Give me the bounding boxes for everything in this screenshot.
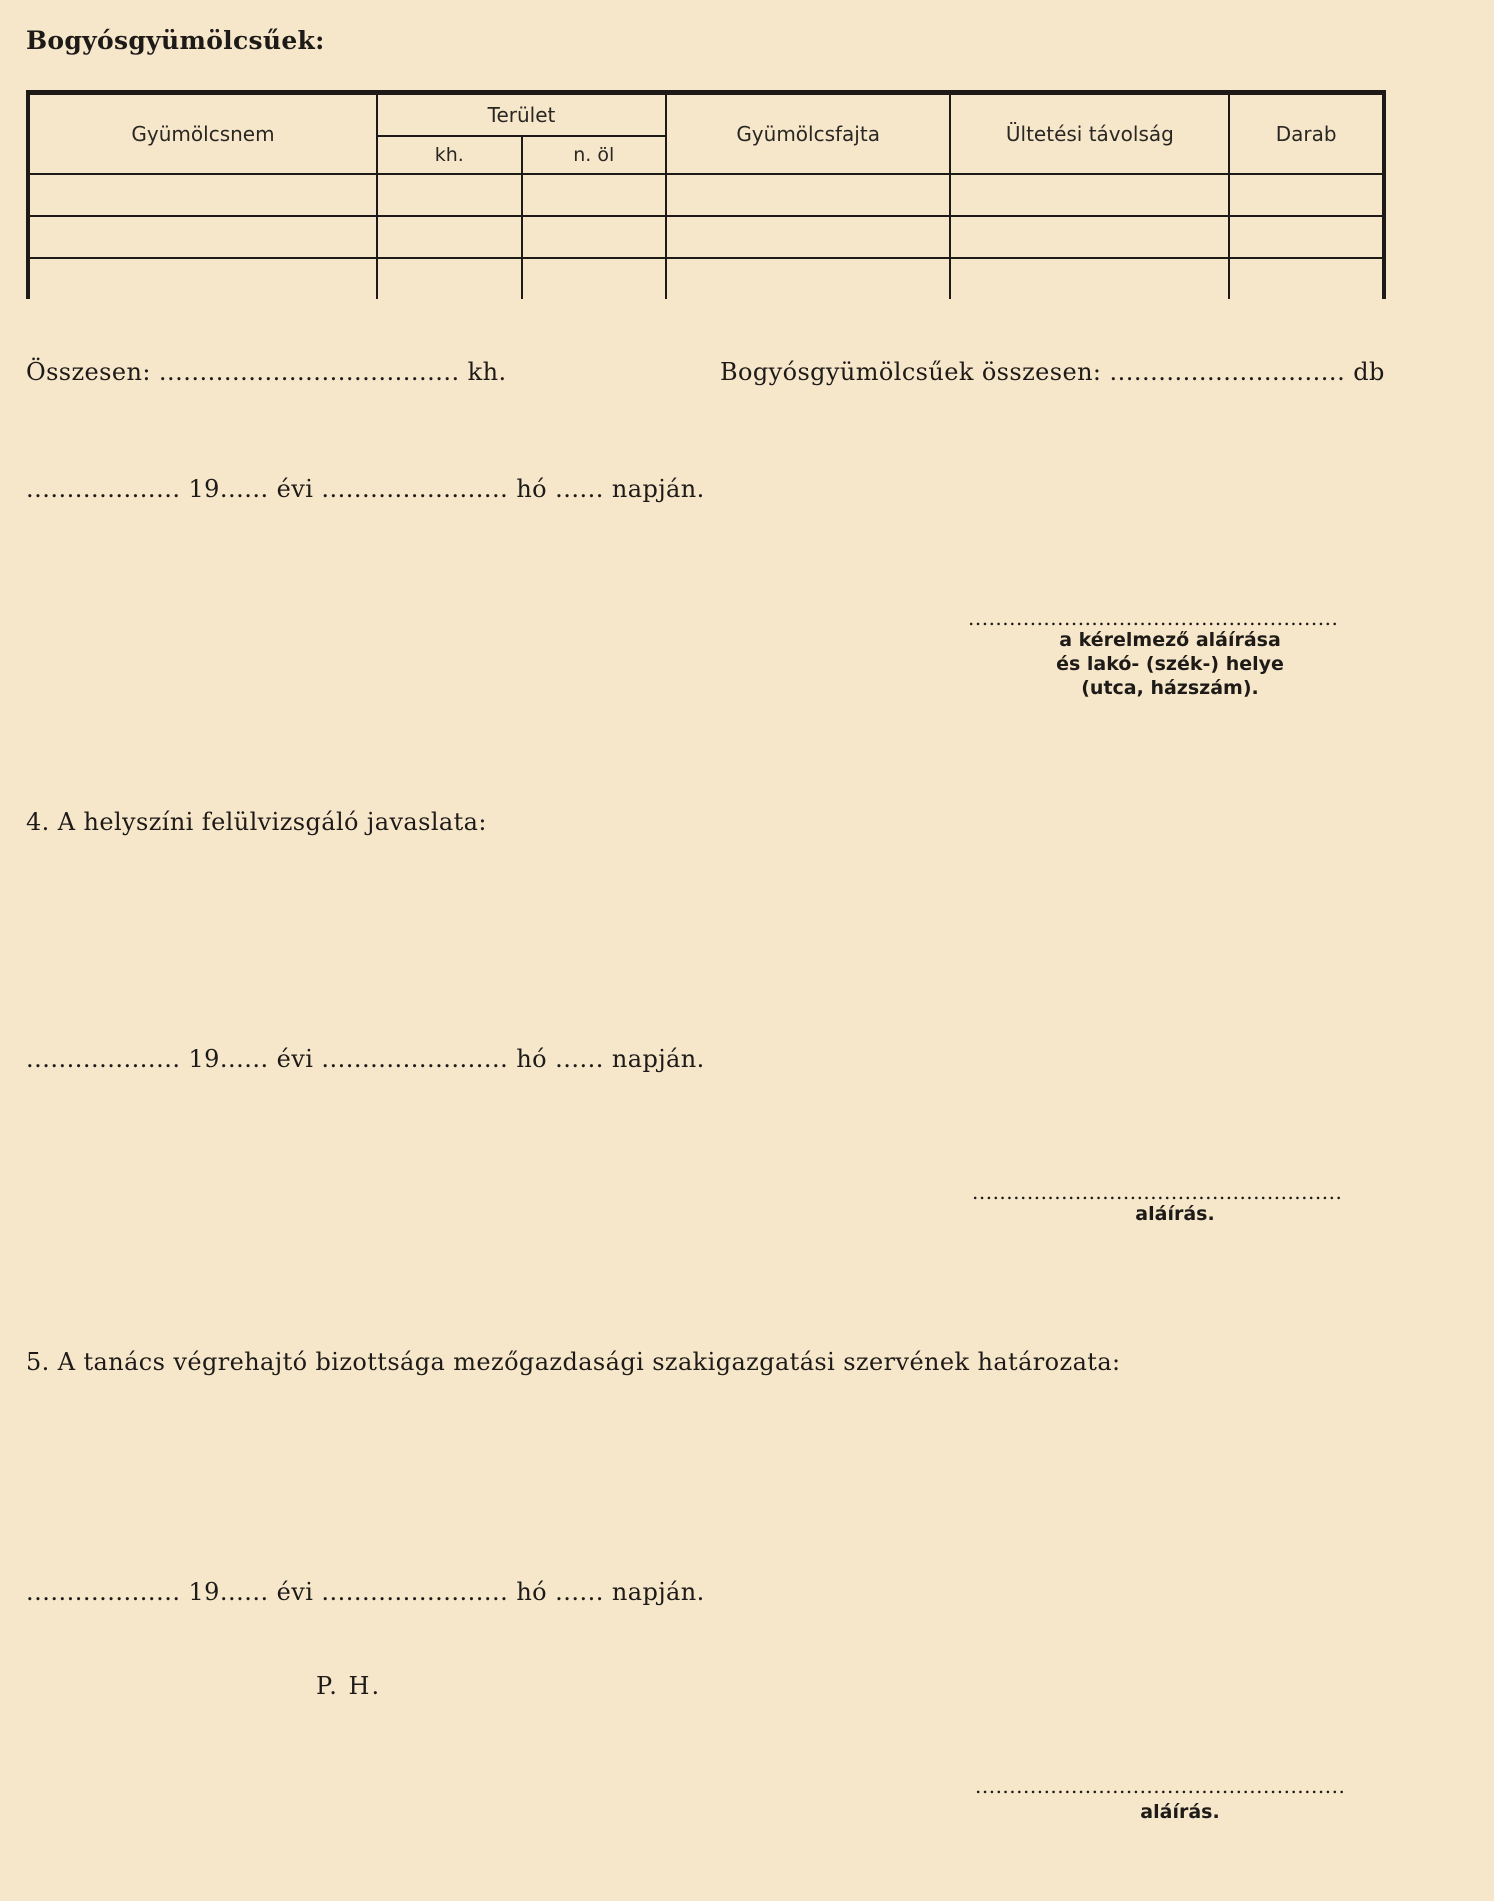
- section5-signature-label: aláírás.: [1140, 1801, 1220, 1823]
- fruit-table: [26, 90, 1386, 290]
- header-gyumolcsnem: Gyümölcsnem: [28, 93, 377, 175]
- section5-heading: 5. A tanács végrehajtó bizottsága mezőgazdasági szakigazgatási szervének határozata:: [26, 1348, 1121, 1376]
- table-row: [28, 258, 1384, 299]
- bogyos-osszesen-unit: db: [1353, 358, 1385, 386]
- ho-label: hó: [516, 475, 548, 503]
- table-row: [28, 216, 1384, 258]
- table-cell[interactable]: [28, 174, 377, 216]
- signature-label-line: a kérelmező aláírása: [1059, 629, 1281, 651]
- section5-signature-field[interactable]: ......................................................: [975, 1774, 1346, 1798]
- table-cell[interactable]: [522, 216, 666, 258]
- table-cell[interactable]: [666, 258, 950, 299]
- year-prefix: 19: [188, 475, 220, 503]
- osszesen-label: Összesen:: [26, 358, 151, 386]
- header-n-ol: n. öl: [522, 136, 666, 174]
- date-line-2: [26, 1045, 705, 1073]
- table-cell[interactable]: [28, 216, 377, 258]
- table-cell[interactable]: [666, 174, 950, 216]
- table-cell[interactable]: [522, 174, 666, 216]
- applicant-signature-field[interactable]: ......................................................: [968, 606, 1339, 630]
- place-field[interactable]: ...................: [26, 475, 181, 503]
- table-cell[interactable]: [377, 174, 522, 216]
- evi-label: évi: [276, 1045, 314, 1073]
- signature-label-line: és lakó- (szék-) helye: [1056, 653, 1284, 675]
- table-cell[interactable]: [666, 216, 950, 258]
- napjan-label: napján.: [611, 1578, 705, 1606]
- table-cell[interactable]: [1229, 216, 1384, 258]
- evi-label: évi: [276, 1578, 314, 1606]
- napjan-label: napján.: [611, 475, 705, 503]
- osszesen-line: [26, 358, 507, 386]
- signature-label-line: (utca, házszám).: [1081, 677, 1259, 699]
- day-field[interactable]: ......: [555, 475, 604, 503]
- place-field[interactable]: ...................: [26, 1045, 181, 1073]
- header-gyumolcsfajta: Gyümölcsfajta: [666, 93, 950, 175]
- table-row: [28, 174, 1384, 216]
- date-line-3: [26, 1578, 705, 1606]
- month-field[interactable]: .......................: [321, 475, 509, 503]
- header-terulet: Terület: [377, 93, 666, 137]
- month-field[interactable]: .......................: [321, 1578, 509, 1606]
- year-prefix: 19: [188, 1578, 220, 1606]
- table-cell[interactable]: [377, 258, 522, 299]
- napjan-label: napján.: [611, 1045, 705, 1073]
- table-cell[interactable]: [950, 216, 1229, 258]
- header-darab: Darab: [1229, 93, 1384, 175]
- header-kh: kh.: [377, 136, 522, 174]
- table-cell[interactable]: [950, 258, 1229, 299]
- section-title: Bogyósgyümölcsűek:: [26, 26, 325, 55]
- bogyos-osszesen-line: [720, 358, 1385, 386]
- osszesen-unit: kh.: [467, 358, 507, 386]
- ho-label: hó: [516, 1045, 548, 1073]
- place-field[interactable]: ...................: [26, 1578, 181, 1606]
- table-cell[interactable]: [1229, 174, 1384, 216]
- table-cell[interactable]: [1229, 258, 1384, 299]
- header-ultetesi-tavolsag: Ültetési távolság: [950, 93, 1229, 175]
- section4-heading: 4. A helyszíni felülvizsgáló javaslata:: [26, 808, 487, 836]
- table-cell[interactable]: [522, 258, 666, 299]
- osszesen-field[interactable]: .....................................: [158, 358, 460, 386]
- bogyos-osszesen-field[interactable]: .............................: [1109, 358, 1346, 386]
- day-field[interactable]: ......: [555, 1578, 604, 1606]
- evi-label: évi: [276, 475, 314, 503]
- table-cell[interactable]: [28, 258, 377, 299]
- ho-label: hó: [516, 1578, 548, 1606]
- year-prefix: 19: [188, 1045, 220, 1073]
- section4-signature-field[interactable]: ......................................................: [972, 1180, 1343, 1204]
- table-cell[interactable]: [950, 174, 1229, 216]
- year-field[interactable]: ......: [219, 1578, 269, 1606]
- day-field[interactable]: ......: [555, 1045, 604, 1073]
- month-field[interactable]: .......................: [321, 1045, 509, 1073]
- year-field[interactable]: ......: [219, 1045, 269, 1073]
- ph-stamp-mark: P. H.: [316, 1672, 382, 1700]
- table-cell[interactable]: [377, 216, 522, 258]
- bogyos-osszesen-label: Bogyósgyümölcsűek összesen:: [720, 358, 1102, 386]
- year-field[interactable]: ......: [219, 475, 269, 503]
- date-line-1: [26, 475, 705, 503]
- section4-signature-label: aláírás.: [1135, 1203, 1215, 1225]
- applicant-signature-label: [1020, 628, 1320, 700]
